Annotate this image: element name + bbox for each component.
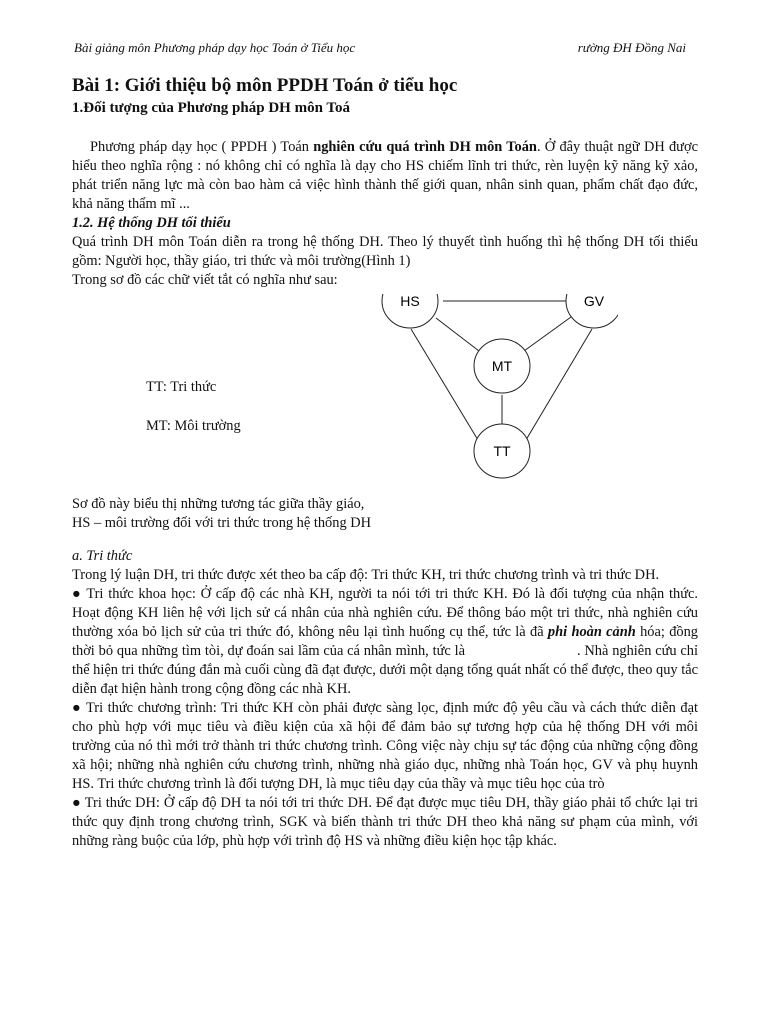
intro-emphasis: nghiên cứu quá trình DH môn Toán bbox=[313, 139, 537, 155]
header-school: rường ĐH Đồng Nai bbox=[577, 40, 686, 55]
edge-gv-tt bbox=[520, 329, 592, 450]
bullet-1-text-start: ● Tri thức khoa học: Ở cấp độ các nhà KH, người ta nói tới tri thức KH. Đó là đối tượng của nhận thức. Hoạt động KH liên hệ với lịch sử cá nhân của nhà nghiên cứu. Để thông báo một tri thức, nhà nghiên cứu thường xóa bỏ lịch sử của tri thức đó, không nêu lại tình huống cụ thể, tức là đã bbox=[72, 586, 698, 640]
bullet-1-text-mid: hóa; đồng thời bỏ qua những tìm tòi, dự đoán sai lầm của cá nhân mình, tức là bbox=[72, 624, 698, 659]
bullet-scientific-knowledge bbox=[72, 585, 698, 699]
bullet-1-emphasis: phi hoàn cảnh bbox=[547, 624, 636, 640]
section-a-heading: a. Tri thức bbox=[72, 548, 133, 564]
page-header bbox=[74, 40, 698, 56]
teaching-system-diagram bbox=[378, 294, 618, 489]
node-tt-label: TT bbox=[493, 443, 511, 459]
edge-hs-tt bbox=[411, 329, 484, 450]
section-a bbox=[72, 547, 698, 851]
lesson-title: Bài 1: Giới thiệu bộ môn PPDH Toán ở tiểu học bbox=[72, 75, 458, 96]
header-course-title: Bài giảng môn Phương pháp dạy học Toán ở Tiểu học bbox=[74, 40, 356, 55]
intro-text-end: . Ở đây thuật ngữ DH được hiểu theo nghĩa rộng : nó không chỉ có nghĩa là dạy cho HS chiếm lĩnh tri thức, rèn luyện kỹ năng kỹ xảo, phát triển năng lực mà còn bao hàm cả việc hình thành thế giới quan, nhân sinh quan, phẩm chất đạo đức, khả năng thẩm mĩ ... bbox=[72, 139, 698, 212]
abbreviation-intro: Trong sơ đồ các chữ viết tắt có nghĩa như sau: bbox=[72, 272, 338, 288]
diagram-caption: Sơ đồ này biểu thị những tương tác giữa thầy giáo, HS – môi trường đối với tri thức trong hệ thống DH bbox=[72, 496, 372, 531]
node-hs-label: HS bbox=[400, 294, 420, 309]
bullet-teaching-knowledge: ● Tri thức DH: Ở cấp độ DH ta nói tới tri thức DH. Để đạt được mục tiêu DH, thầy giáo phải tổ chức lại tri thức quy định trong chương trình, SGK và biến thành tri thức DH theo khả năng sư phạm của mình, với những ràng buộc của lớp, phù hợp với trình độ HS và những điều kiện học tập khác. bbox=[72, 795, 698, 849]
document-page bbox=[72, 40, 698, 851]
node-mt-label: MT bbox=[491, 358, 513, 374]
intro-text-start: Phương pháp dạy học ( PPDH ) Toán bbox=[90, 139, 314, 155]
edge-hs-mt bbox=[436, 318, 479, 351]
section-2-paragraph: Quá trình DH môn Toán diễn ra trong hệ thống DH. Theo lý thuyết tình huống thì hệ thống DH tối thiểu gồm: Người học, thầy giáo, tri thức và môi trường(Hình 1) bbox=[72, 234, 698, 269]
section-a-paragraph: Trong lý luận DH, tri thức được xét theo ba cấp độ: Tri thức KH, tri thức chương trình và tri thức DH. bbox=[72, 567, 660, 583]
section-1-paragraph bbox=[72, 138, 698, 214]
bullet-1-text-end: . Nhà nghiên cứu chỉ thể hiện tri thức đúng đắn mà cuối cùng đã đạt được, dưới một dạng tổng quát nhất có thể được, theo quy tắc diễn đạt hiện hành trong cộng đồng các nhà KH. bbox=[72, 643, 699, 697]
bullet-program-knowledge: ● Tri thức chương trình: Tri thức KH còn phải được sàng lọc, định mức độ yêu cầu và cách thức diễn đạt cho phù hợp với mục tiêu và điều kiện của xã hội để đảm bảo sự tương hợp của hệ thống DH với môi trường của nó thì mới trở thành tri thức chương trình. Công việc này chịu sự tác động của những cộng đồng xã hội; những nhà nghiên cứu chương trình, những nhà giáo dục, những nhà Toán học, GV và phụ huynh HS. Tri thức chương trình là đối tượng DH, là mục tiêu dạy của thầy và mục tiêu học của trò bbox=[72, 700, 698, 792]
abbreviation-tt: TT: Tri thức bbox=[146, 379, 217, 395]
section-2-heading: 1.2. Hệ thống DH tối thiểu bbox=[72, 215, 231, 231]
diagram-area bbox=[72, 290, 698, 531]
edge-gv-mt bbox=[524, 317, 571, 351]
node-gv-label: GV bbox=[583, 294, 605, 309]
abbreviation-mt: MT: Môi trường bbox=[146, 418, 241, 434]
section-1-heading: 1.Đối tượng của Phương pháp DH môn Toá bbox=[72, 100, 351, 116]
